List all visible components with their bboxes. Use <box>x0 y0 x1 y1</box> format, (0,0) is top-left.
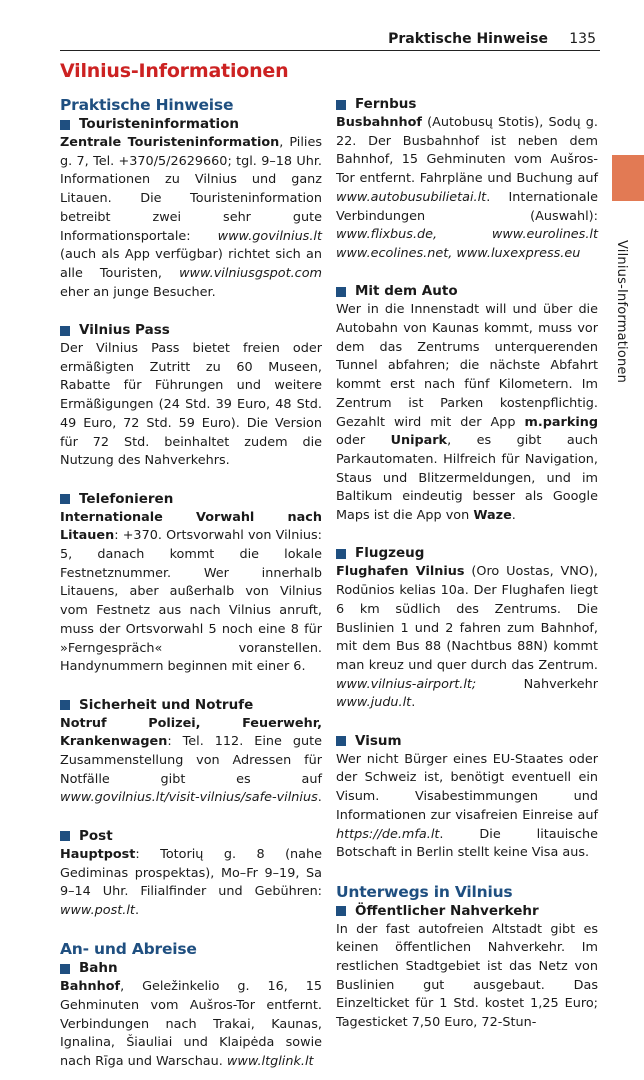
subheading-notrufe: Sicherheit und Notrufe <box>60 696 322 715</box>
link-govilnius[interactable]: www.govilnius.lt <box>217 228 322 244</box>
link-vilniusgspot[interactable]: www.vilniusgspot.com <box>179 265 322 281</box>
thumb-tab <box>612 155 644 201</box>
paragraph-vilnius-pass: Der Vilnius Pass bietet freien oder ermäßigten Zutritt zu 60 Museen, Rabatte für Führungen und weitere Ermäßigungen (24 Std. 39 Euro, 48 Std. 49 Euro, 72 Std. 59 Euro). Die Version für 72 Std. beinhaltet zudem die Nutzung des Nahverkehrs. <box>60 341 322 469</box>
side-label: Vilnius-Informationen <box>614 240 629 384</box>
section-heading-anreise: An- und Abreise <box>60 940 197 959</box>
square-bullet-icon <box>336 287 346 297</box>
right-column <box>336 95 598 1041</box>
subheading-visum: Visum <box>336 732 598 751</box>
link-mfa[interactable]: https://de.mfa.lt <box>336 826 440 842</box>
page-number: 135 <box>569 31 596 47</box>
paragraph-bahn: Bahnhof, Geležinkelio g. 16, 15 Gehminuten vom Aušros-Tor entfernt. Verbindungen nach Trakai, Kaunas, Ignalina, Šiauliai und Klaipėda sowie nach Rīga und Warschau. www.ltglink.lt <box>60 979 322 1070</box>
link-ltglink[interactable]: www.ltglink.lt <box>226 1054 314 1070</box>
subheading-bahn: Bahn <box>60 959 322 978</box>
paragraph-telefonieren: Internationale Vorwahl nach Litauen: +370. Ortsvorwahl von Vilnius: 5, danach kommt die lokale Festnetznummer. Wer innerhalb Litauens, aber außerhalb von Vilnius vom Festnetz aus nach Vilnius anruft, muss der Ortsvorwahl 5 noch eine 8 für »Ferngespräch« voranstellen. Handynummern beginnen mit einer 6. <box>60 509 322 675</box>
square-bullet-icon <box>336 736 346 746</box>
link-post[interactable]: www.post.lt <box>60 902 135 918</box>
paragraph-nahverkehr: In der fast autofreien Altstadt gibt es keinen öffentlichen Nahverkehr. Im restlichen Stadtgebiet ist das Netz von Buslinien gut ausgebaut. Das Einzelticket für 1 Std. kostet 1,25 Euro; Tagesticket 7,50 Euro, 72-Stun- <box>336 921 598 1031</box>
link-vilnius-airport[interactable]: www.vilnius-airport.lt; <box>336 676 477 692</box>
paragraph-fernbus: Busbahnhof (Autobusų Stotis), Sodų g. 22. Der Busbahnhof ist neben dem Bahnhof, 15 Gehminuten vom Aušros-Tor entfernt. Fahrpläne und Buchung auf www.autobusubilietai.lt. Internationale Verbindungen (Auswahl): www.flixbus.de, www.eurolines.lt www.ecolines.net, www.luxexpress.eu <box>336 115 598 261</box>
square-bullet-icon <box>336 906 346 916</box>
square-bullet-icon <box>60 120 70 130</box>
subheading-flugzeug: Flugzeug <box>336 544 598 563</box>
link-autobusubilietai[interactable]: www.autobusubilietai.lt <box>336 189 487 205</box>
page-title: Vilnius-Informationen <box>60 60 289 82</box>
link-bus-operators[interactable]: www.flixbus.de, www.eurolines.lt www.ecolines.net, www.luxexpress.eu <box>336 227 598 261</box>
square-bullet-icon <box>336 549 346 559</box>
square-bullet-icon <box>60 964 70 974</box>
link-safe-vilnius[interactable]: www.govilnius.lt/visit-vilnius/safe-vilnius <box>60 790 318 806</box>
left-column <box>60 95 322 1080</box>
running-head: Praktische Hinweise <box>388 31 548 47</box>
paragraph-post: Hauptpost: Totorių g. 8 (nahe Gediminas prospektas), Mo–Fr 9–19, Sa 9–14 Uhr. Filialfinder und Gebühren: www.post.lt. <box>60 846 322 918</box>
paragraph-visum: Wer nicht Bürger eines EU-Staates oder der Schweiz ist, benötigt eventuell ein Visum. Visabestimmungen und Informationen zur visafreien Einreise auf https://de.mfa.lt. Die litauische Botschaft in Berlin stellt keine Visa aus. <box>336 751 598 861</box>
paragraph-notrufe: Notruf Polizei, Feuerwehr, Krankenwagen: Tel. 112. Eine gute Zusammenstellung von Adressen für Notfälle gibt es auf www.govilnius.lt/visit-vilnius/safe-vilnius. <box>60 715 322 806</box>
subheading-fernbus: Fernbus <box>336 95 598 114</box>
paragraph-touristeninformation: Zentrale Touristeninformation, Pilies g. 7, Tel. +370/5/2629660; tgl. 9–18 Uhr. Informationen zu Vilnius und ganz Litauen. Die Touristeninformation betreibt zwei sehr gute Informationsportale: www.govilnius.lt (auch als App verfügbar) richtet sich an alle Touristen, www.vilniusgspot.com eher an junge Besucher. <box>60 135 322 300</box>
paragraph-flugzeug: Flughafen Vilnius (Oro Uostas, VNO), Rodūnios kelias 10a. Der Flughafen liegt 6 km südlich des Zentrums. Die Buslinien 1 und 2 fahren zum Bahnhof, mit dem Bus 88 (Nachtbus 88N) kommt man kreuz und quer durch das Zentrum. www.vilnius-airport.lt; Nahverkehr www.judu.lt. <box>336 564 598 711</box>
subheading-auto: Mit dem Auto <box>336 282 598 301</box>
section-heading-unterwegs: Unterwegs in Vilnius <box>336 882 513 901</box>
square-bullet-icon <box>60 326 70 336</box>
section-heading-praktisch: Praktische Hinweise <box>60 96 234 114</box>
subheading-telefonieren: Telefonieren <box>60 490 322 509</box>
link-judu[interactable]: www.judu.lt <box>336 695 412 711</box>
subheading-nahverkehr: Öffentlicher Nahverkehr <box>336 902 598 921</box>
subheading-vilnius-pass: Vilnius Pass <box>60 321 322 340</box>
subheading-touristeninformation: Touristeninformation <box>60 115 322 134</box>
square-bullet-icon <box>60 494 70 504</box>
square-bullet-icon <box>60 700 70 710</box>
paragraph-auto: Wer in die Innenstadt will und über die Autobahn von Kaunas kommt, muss vor dem das Zentrums unterquerenden Tunnel abfahren; die nächste Abfahrt kommt erst nach fünf Kilometern. Im Zentrum ist Parken kostenpflichtig. Gezahlt wird mit der App m.parking oder Unipark, es gibt auch Parkautomaten. Hilfreich für Navigation, Staus und Blitzermeldungen, und im Baltikum eindeutig besser als Google Maps ist die App von Waze. <box>336 302 599 524</box>
subheading-post: Post <box>60 827 322 846</box>
square-bullet-icon <box>336 100 346 110</box>
header-rule <box>60 50 600 51</box>
square-bullet-icon <box>60 831 70 841</box>
